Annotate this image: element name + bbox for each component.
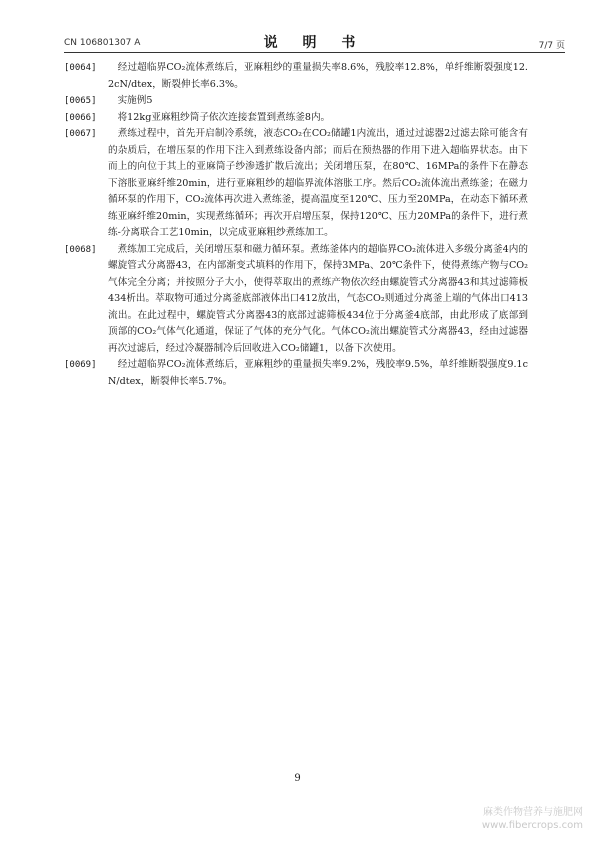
paragraph-0065 — [64, 93, 528, 110]
page-header — [64, 30, 565, 53]
watermark — [482, 806, 583, 832]
paragraph-number: [0068] — [64, 244, 97, 255]
paragraph-number: [0065] — [64, 96, 97, 106]
paragraph-text: 经过超临界CO₂流体煮练后，亚麻粗纱的重量损失率8.6%，残胶率12.8%，单纤维断裂强度12.2cN/dtex，断裂伸长率6.3%。 — [108, 62, 528, 90]
paragraph-text: 实施例5 — [108, 95, 153, 106]
page-reference: 7/7 页 — [538, 41, 565, 51]
paragraph-0064 — [64, 60, 528, 93]
paragraph-0069 — [64, 357, 528, 390]
paragraph-number: [0066] — [64, 112, 97, 123]
watermark-site-name: 麻类作物营养与施肥网 — [483, 807, 583, 818]
paragraph-number: [0067] — [64, 129, 97, 139]
paragraph-text: 将12kg亚麻粗纱筒子依次连接套置到煮练釜8内。 — [108, 111, 331, 123]
document-title: 说 明 书 — [263, 35, 366, 51]
paragraph-0067 — [64, 126, 528, 242]
patent-number: CN 106801307 A — [64, 38, 141, 48]
paragraph-text: 经过超临界CO₂流体煮练后，亚麻粗纱的重量损失率9.2%，残胶率9.5%，单纤维断裂强度9.1cN/dtex，断裂伸长率5.7%。 — [108, 359, 528, 387]
page-number: 9 — [294, 773, 301, 784]
paragraph-number: [0064] — [64, 63, 97, 73]
paragraph-number: [0069] — [64, 360, 97, 370]
paragraph-0068 — [64, 242, 528, 358]
paragraph-text: 煮练过程中，首先开启制冷系统，液态CO₂在CO₂储罐1内流出，通过过滤器2过滤去除可能含有的杂质后，在增压泵的作用下注入到煮练设备内部；而后在预热器的作用下进入超临界状态。由下而上的向位于其上的亚麻筒子纱渗透扩散后流出；关闭增压泵，在80℃、16MPa的条件下在静态下溶胀亚麻纤维20min，进行亚麻粗纱的超临界流体溶胀工序。然后CO₂流体流出煮练釜；在磁力循环泵的作用下，CO₂流体再次进入煮练釜，提高温度至120℃、压力至20MPa，在动态下循环煮练亚麻纤维20min，实现煮练循环；再次开启增压泵，保持120℃、压力20MPa的条件下，进行煮练-分离联合工艺10min，以完成亚麻粗纱煮练加工。 — [108, 128, 528, 238]
watermark-url: www.fibercrops.com — [481, 820, 583, 831]
document-body — [64, 60, 528, 390]
paragraph-text: 煮练加工完成后，关闭增压泵和磁力循环泵。煮练釜体内的超临界CO₂流体进入多级分离釜4内的螺旋管式分离器43，在内部渐变式填料的作用下，保持3MPa、20℃条件下，使得煮练产物与CO₂气体完全分离；并按照分子大小，使得萃取出的煮练产物依次经由螺旋管式分离器43和其过滤筛板434析出。萃取物可通过分离釜底部液体出口412放出，气态CO₂则通过分离釜上端的气体出口413流出。在此过程中，螺旋管式分离器43的底部过滤筛板434位于分离釜4底部，由此形成了底部到顶部的CO₂气体气化通道，保证了气体的充分气化。气体CO₂流出螺旋管式分离器43，经由过滤器再次过滤后，经过冷凝器制冷后回收进入CO₂储罐1，以备下次使用。 — [108, 243, 528, 354]
paragraph-0066 — [64, 110, 528, 127]
